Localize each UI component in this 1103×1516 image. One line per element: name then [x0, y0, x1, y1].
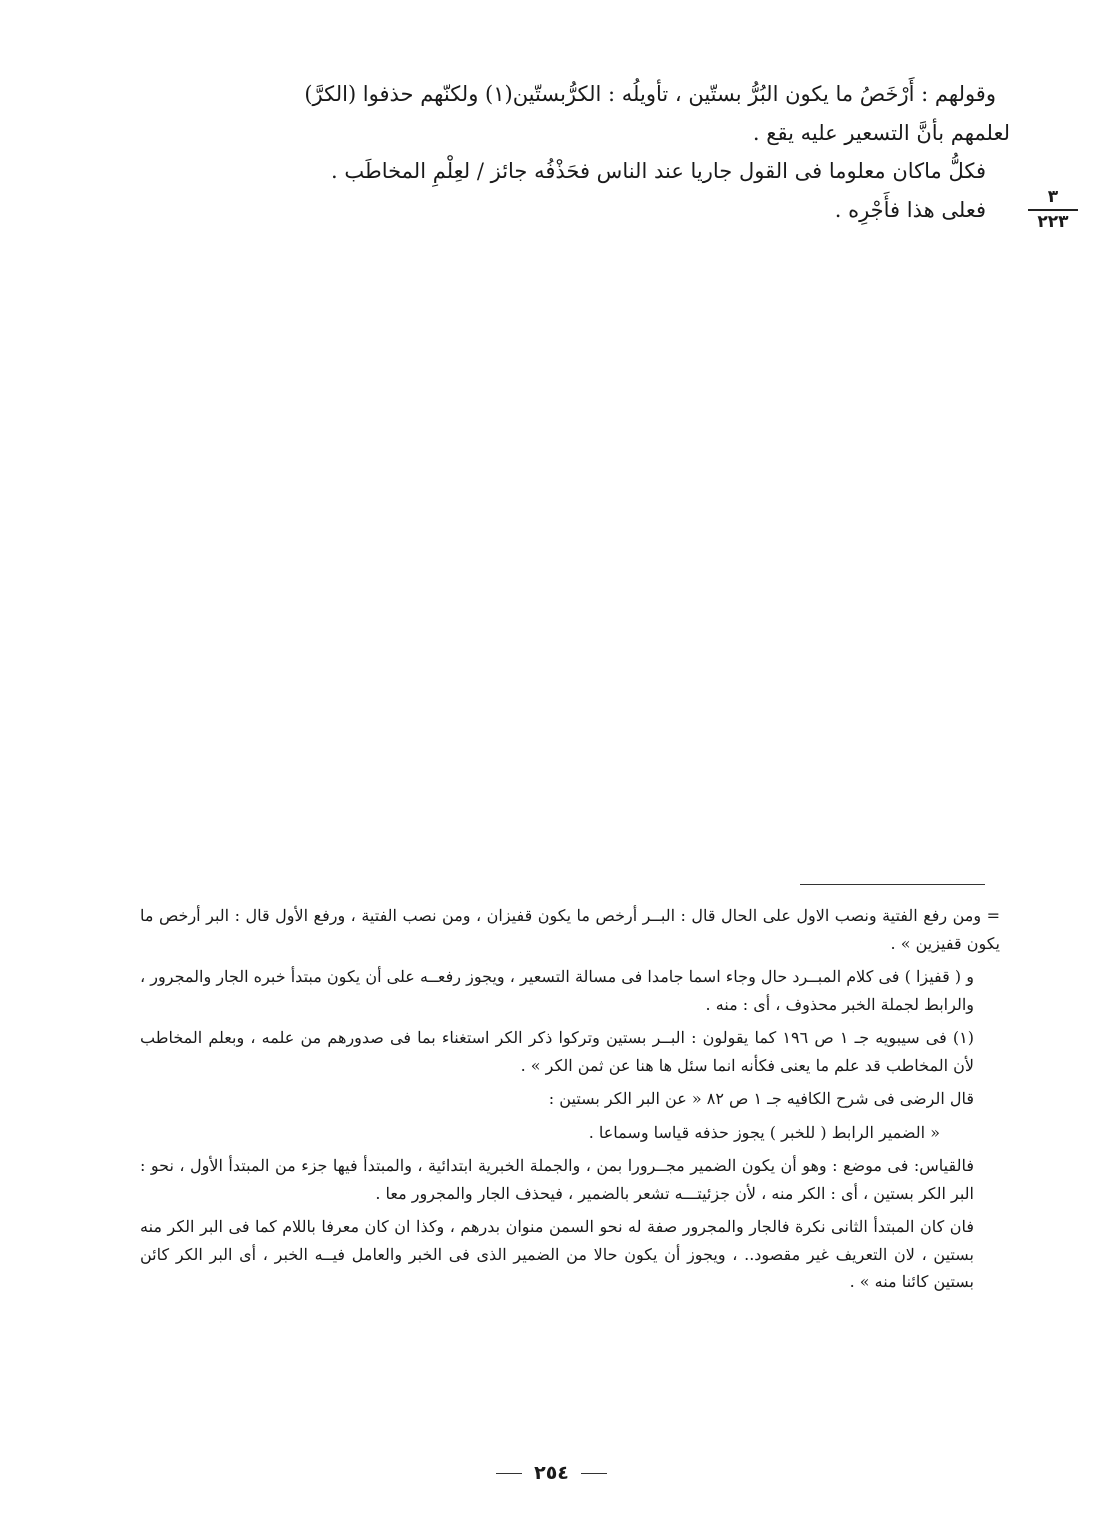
page-number-value: ٢٥٤: [534, 1462, 569, 1484]
footnote-paragraph: فان كان المبتدأ الثانى نكرة فالجار والمجرور صفة له نحو السمن منوان بدرهم ، وكذا ان كان معرفا باللام كما فى البر الكر منه بستين ، لان التعريف غير مقصود.. ، ويجوز أن يكون حالا من الضمير الذى فى الخبر والعامل فيــه الخبر ، أى البر الكر كائن بستين كائنا منه » .: [140, 1217, 974, 1292]
margin-reference-top: ٣: [1028, 188, 1078, 211]
footnote-paragraph: = ومن رفع الفتية ونصب الاول على الحال قال : البــر أرخص ما يكون قفيزان ، ومن نصب الفتية ، ورفع الأول قال : البر أرخص ما يكون قفيزين » .: [140, 906, 1000, 953]
page-number: [0, 1462, 1103, 1484]
margin-reference: [1028, 188, 1078, 232]
footnote-paragraph: و ( قفيزا ) فى كلام المبــرد حال وجاء اسما جامدا فى مسالة التسعير ، ويجوز رفعــه على أن يكون مبتدأ خبره الجار والمجرور ، والرابط لجملة الخبر محذوف ، أى : منه .: [140, 967, 974, 1014]
main-text-line: فعلى هذا فأَجْرِه .: [834, 197, 986, 222]
margin-reference-bottom: ٢٢٣: [1037, 211, 1069, 232]
footnote-separator: [800, 884, 985, 885]
main-text-line: لعلمهم بأنَّ التسعير عليه يقع .: [752, 120, 1010, 145]
footnote-paragraph: « الضمير الرابط ( للخبر ) يجوز حذفه قياسا وسماعا .: [588, 1122, 940, 1142]
footnotes-block: [140, 902, 1000, 1302]
main-text-line: وقولهم : أَرْخَصُ ما يكون البُرُّ بستّين ، تأويلُه : الكرُّبستّين(١) ولكنّهم حذفوا (الكرَّ): [304, 82, 996, 106]
main-text-block: [130, 78, 1010, 232]
footnote-paragraph: (١) فى سيبويه جـ ١ ص ١٩٦ كما يقولون : البــر بستين وتركوا ذكر الكر استغناء بما فى صدورهم من علمه ، وبعلم المخاطب لأن المخاطب قد علم ما يعنى فكأنه انما سئل ها هنا عن ثمن الكر » .: [140, 1028, 975, 1075]
page-number-dash: [496, 1473, 522, 1474]
main-text-line: فكلُّ ماكان معلوما فى القول جاريا عند الناس فحَذْفُه جائز / لعِلْمِ المخاطَب .: [331, 159, 986, 184]
page-number-dash: [581, 1473, 607, 1474]
footnote-paragraph: قال الرضى فى شرح الكافيه جـ ١ ص ٨٢ « عن البر الكر بستين :: [548, 1089, 974, 1109]
footnote-paragraph: فالقياس: فى موضع : وهو أن يكون الضمير مجــرورا بمن ، والجملة الخبرية ابتدائية ، والمبتدأ فيها جزء من المبتدأ الأول ، نحو : البر الكر بستين ، أى : الكر منه ، لأن جزئيتـــه تشعر بالضمير ، فيحذف الجار والمجرور معا .: [140, 1156, 974, 1203]
